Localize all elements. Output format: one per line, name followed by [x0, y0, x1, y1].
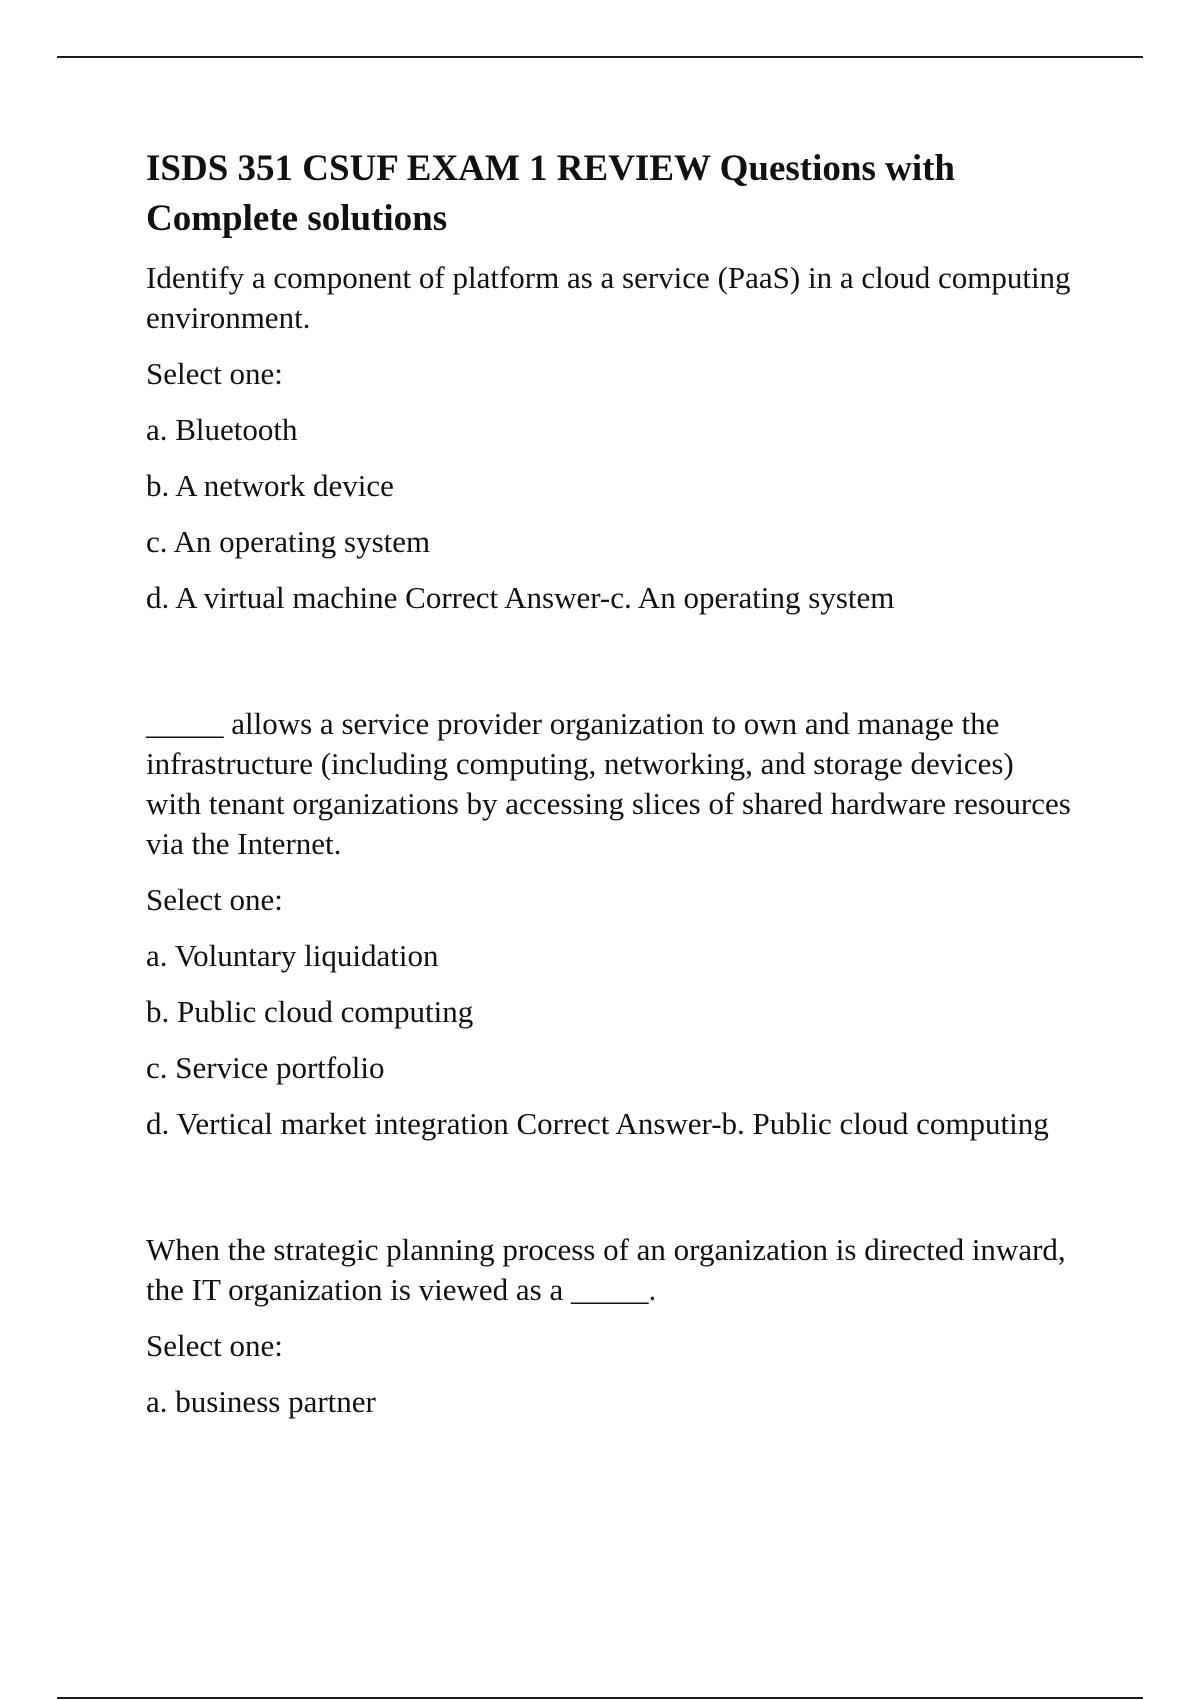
- select-one-label: Select one:: [146, 1328, 283, 1363]
- answer-option-b: b. A network device: [146, 468, 394, 503]
- answer-option-d: d. Vertical market integration Correct Answer-b. Public cloud computing: [146, 1106, 1049, 1141]
- question-1: [146, 258, 1076, 618]
- answer-option-c: c. An operating system: [146, 524, 431, 559]
- answer-option-c: c. Service portfolio: [146, 1050, 385, 1085]
- question-2: [146, 704, 1076, 1144]
- answer-option-a: a. Voluntary liquidation: [146, 938, 439, 973]
- header-rule: [57, 56, 1143, 58]
- question-prompt: _____ allows a service provider organization to own and manage the infrastructure (including computing, networking, and storage devices) with tenant organizations by accessing slices of shared hardware resources via the Internet.: [146, 706, 1071, 861]
- question-3: [146, 1230, 1076, 1422]
- answer-option-b: b. Public cloud computing: [146, 994, 474, 1029]
- select-one-label: Select one:: [146, 882, 283, 917]
- document-title: ISDS 351 CSUF EXAM 1 REVIEW Questions with Complete solutions: [146, 148, 955, 239]
- answer-option-a: a. Bluetooth: [146, 412, 298, 447]
- select-one-label: Select one:: [146, 356, 283, 391]
- question-prompt: When the strategic planning process of an organization is directed inward, the IT organization is viewed as a _____.: [146, 1232, 1066, 1307]
- question-prompt: Identify a component of platform as a service (PaaS) in a cloud computing environment.: [146, 260, 1071, 335]
- document-body: [146, 144, 1076, 1422]
- answer-option-d: d. A virtual machine Correct Answer-c. An operating system: [146, 580, 895, 615]
- answer-option-a: a. business partner: [146, 1384, 376, 1419]
- footer-rule: [57, 1697, 1143, 1699]
